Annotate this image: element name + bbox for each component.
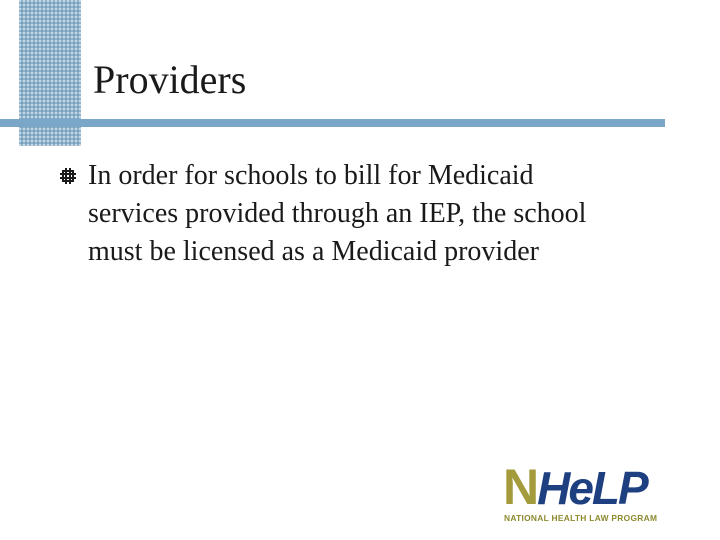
logo-wordmark: [503, 459, 647, 515]
bullet-text: In order for schools to bill for Medicaid services provided through an IEP, the school must be licensed as a Medicaid provider: [88, 160, 587, 267]
logo-tagline: NATIONAL HEALTH LAW PROGRAM: [504, 513, 658, 523]
logo-letter-n: N: [503, 459, 538, 515]
bullet-item: [88, 157, 628, 271]
square-cross-bullet-icon: [60, 168, 76, 184]
slide-title: Providers: [93, 57, 247, 102]
nhelp-logo: [503, 459, 701, 525]
title-underline-rule: [0, 119, 665, 127]
logo-letters-rest: HeLP: [537, 462, 647, 514]
